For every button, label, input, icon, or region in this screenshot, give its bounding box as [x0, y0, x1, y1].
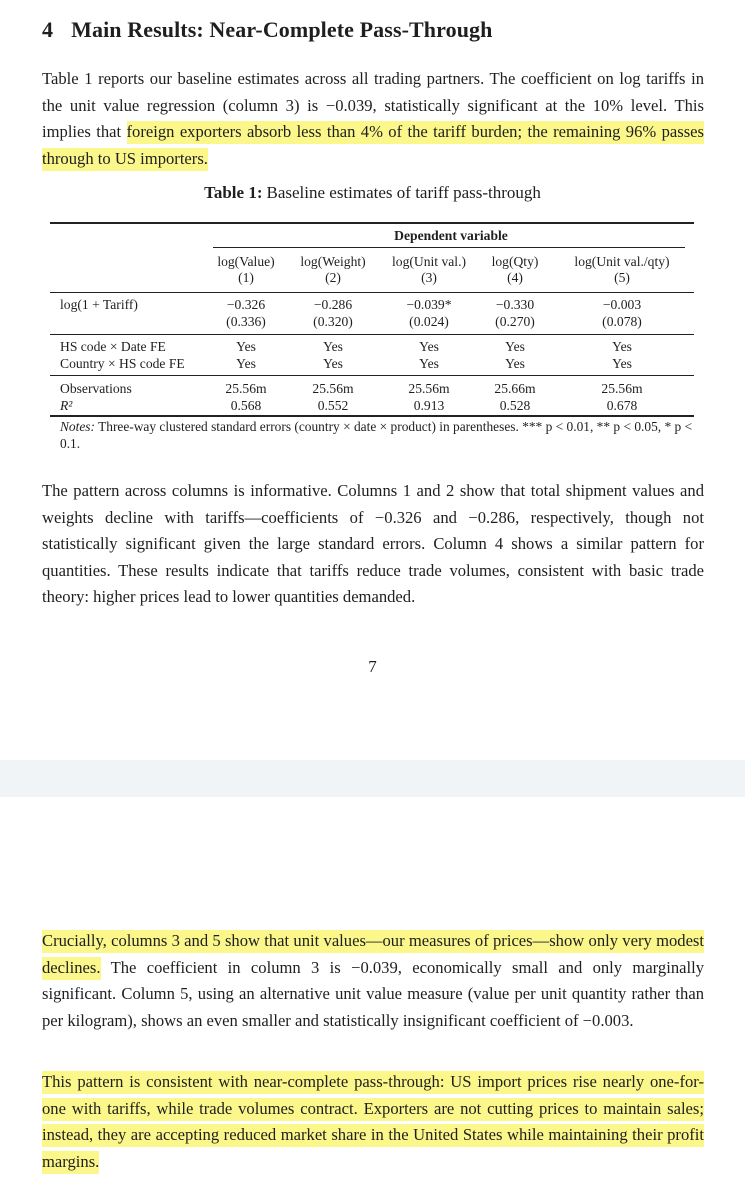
- coef-rule: [50, 334, 694, 335]
- dependent-variable-rule: [213, 247, 685, 248]
- table-caption-label: Table 1:: [204, 183, 263, 202]
- conclusion-highlight: This pattern is consistent with near-complete pass-through: US import prices rise nearly one-for-one with tariffs, while trade volumes contract. Exporters are not cutting prices to maintain sales; instead, they are accepting reduced market share in the United States while maintaining their profit margins.: [42, 1071, 704, 1174]
- stat-value: 25.56m: [601, 381, 643, 396]
- table-notes: [60, 418, 696, 452]
- intro-text: Table 1 reports our baseline estimates across all trading partners. The coefficient on log tariffs in the unit value regression (column 3) is −0.039, statistically significant at the 10% level. This implies that: [42, 69, 704, 141]
- paragraph-crucially: [42, 928, 704, 1034]
- intro-highlight: foreign exporters absorb less than 4% of the tariff burden; the remaining 96% passes through to US importers.: [42, 121, 704, 171]
- coef-value: −0.003: [602, 297, 642, 312]
- fe-row-label: HS code × Date FE: [60, 339, 166, 354]
- standard-error: (0.270): [495, 314, 535, 329]
- fe-row-label: Country × HS code FE: [60, 356, 185, 371]
- coef-value: −0.286: [313, 297, 353, 312]
- fe-value: Yes: [419, 356, 439, 371]
- section-number: 4: [42, 17, 54, 42]
- coef-value: −0.039*: [406, 297, 452, 312]
- stat-value: 25.56m: [225, 381, 267, 396]
- column-header-number: (3): [421, 270, 437, 285]
- stat-value: 0.678: [606, 398, 638, 413]
- intro-paragraph: [42, 66, 704, 172]
- column-header-number: (4): [507, 270, 523, 285]
- crucially-highlight: Crucially, columns 3 and 5 show that unit values—our measures of prices—show only very modest declines.: [42, 930, 704, 980]
- coef-row-label: log(1 + Tariff): [60, 297, 138, 312]
- column-header-name: log(Unit val.): [392, 254, 466, 269]
- notes-text: Three-way clustered standard errors (country × date × product) in parentheses. *** p < 0.01, ** p < 0.05, * p < 0.1.: [60, 419, 693, 451]
- page-bottom: [0, 797, 745, 1200]
- stat-row-label: R²: [60, 398, 73, 413]
- notes-label: Notes:: [60, 419, 95, 434]
- standard-error: (0.024): [409, 314, 449, 329]
- crucially-text: The coefficient in column 3 is −0.039, economically small and only marginally significant. Column 5, using an alternative unit value measure (value per unit quantity rather than per kilogram), shows an even smaller and statistically insignificant coefficient of −0.003.: [42, 957, 704, 1030]
- column-header-name: log(Qty): [491, 254, 539, 269]
- fe-rule: [50, 375, 694, 376]
- fe-value: Yes: [419, 339, 439, 354]
- stat-value: 0.528: [499, 398, 531, 413]
- column-header-name: log(Unit val./qty): [574, 254, 670, 269]
- stat-value: 0.913: [413, 398, 445, 413]
- dependent-variable-header: Dependent variable: [394, 228, 508, 243]
- coef-value: −0.330: [495, 297, 535, 312]
- standard-error: (0.078): [602, 314, 642, 329]
- coef-value: −0.326: [226, 297, 266, 312]
- column-header-name: log(Value): [217, 254, 275, 269]
- paragraph-conclusion: [42, 1069, 704, 1175]
- section-title-text: Main Results: Near-Complete Pass-Through: [71, 17, 493, 42]
- fe-value: Yes: [323, 356, 343, 371]
- fe-value: Yes: [236, 356, 256, 371]
- column-header-number: (5): [614, 270, 630, 285]
- fe-value: Yes: [612, 339, 632, 354]
- column-header-number: (1): [238, 270, 254, 285]
- stat-value: 0.568: [230, 398, 262, 413]
- fe-value: Yes: [236, 339, 256, 354]
- page-number: 7: [368, 657, 377, 676]
- section-title: [42, 17, 492, 43]
- stat-value: 25.56m: [408, 381, 450, 396]
- table-bottom-rule: [50, 415, 694, 417]
- table-caption: [0, 183, 745, 203]
- fe-value: Yes: [612, 356, 632, 371]
- table-top-rule: [50, 222, 694, 224]
- fe-value: Yes: [505, 339, 525, 354]
- paragraph-pattern: The pattern across columns is informative. Columns 1 and 2 show that total shipment values and weights decline with tariffs—coefficients of −0.326 and −0.286, respectively, though not statistically significant given the large standard errors. Column 4 shows a similar pattern for quantities. These results indicate that tariffs reduce trade volumes, consistent with basic trade theory: higher prices lead to lower quantities demanded.: [42, 481, 704, 606]
- stat-row-label: Observations: [60, 381, 132, 396]
- stat-value: 25.56m: [312, 381, 354, 396]
- fe-value: Yes: [505, 356, 525, 371]
- column-header-name: log(Weight): [300, 254, 366, 269]
- fe-value: Yes: [323, 339, 343, 354]
- header-rule: [50, 292, 694, 293]
- stat-value: 25.66m: [494, 381, 536, 396]
- table-caption-text: Baseline estimates of tariff pass-through: [266, 183, 541, 202]
- column-header-number: (2): [325, 270, 341, 285]
- standard-error: (0.336): [226, 314, 266, 329]
- stat-value: 0.552: [317, 398, 349, 413]
- standard-error: (0.320): [313, 314, 353, 329]
